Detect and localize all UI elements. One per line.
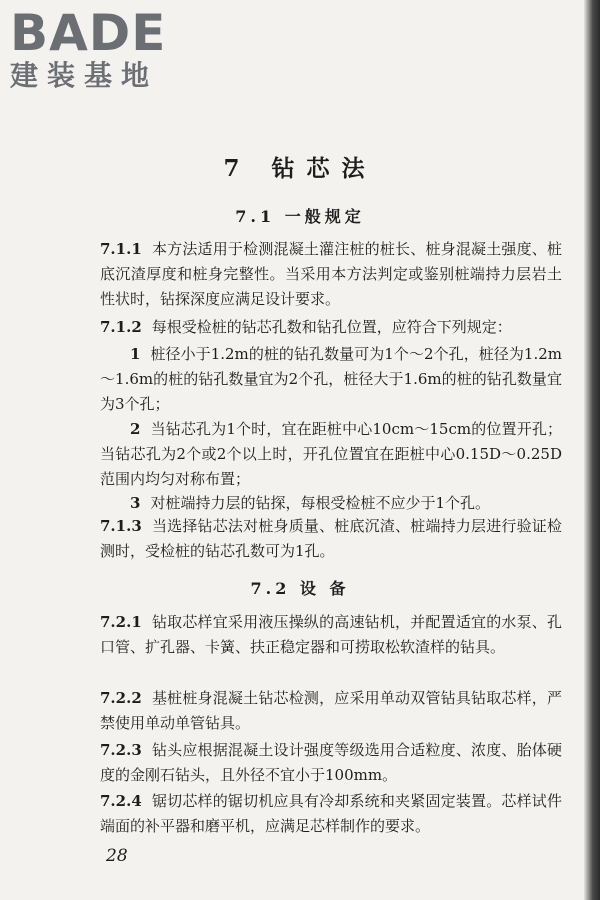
page-number: 28 xyxy=(106,846,128,866)
clause-7-2-3 xyxy=(100,738,562,788)
clause-number: 7.1.2 xyxy=(100,318,142,336)
list-item-number: 1 xyxy=(130,345,141,363)
logo-subtitle: 建装基地 xyxy=(10,59,159,92)
clause-7-2-4 xyxy=(100,789,562,839)
clause-text: 本方法适用于检测混凝土灌注桩的桩长、桩身混凝土强度、桩底沉渣厚度和桩身完整性。当采用本方法判定或鉴别桩端持力层岩土性状时，钻探深度应满足设计要求。 xyxy=(100,240,562,308)
section-title-7-1: 7.1 一般规定 xyxy=(235,207,365,226)
clause-number: 7.2.3 xyxy=(100,741,142,759)
clause-text: 钻取芯样宜采用液压操纵的高速钻机，并配置适宜的水泵、孔口管、扩孔器、卡簧、扶正稳定器和可捞取松软渣样的钻具。 xyxy=(100,613,562,656)
list-item-text: 对桩端持力层的钻探，每根受检桩不应少于1个孔。 xyxy=(150,494,490,512)
clause-text: 锯切芯样的锯切机应具有冷却系统和夹紧固定装置。芯样试件端面的补平器和磨平机，应满足芯样制作的要求。 xyxy=(100,792,562,835)
clause-text: 每根受检桩的钻芯孔数和钻孔位置，应符合下列规定： xyxy=(151,318,512,336)
list-item-2 xyxy=(100,417,562,492)
clause-text: 基桩桩身混凝土钻芯检测，应采用单动双管钻具钻取芯样，严禁使用单动单管钻具。 xyxy=(100,689,562,732)
clause-7-1-3 xyxy=(100,514,562,564)
clause-number: 7.2.2 xyxy=(100,689,142,707)
clause-number: 7.1.1 xyxy=(100,240,142,258)
list-item-1 xyxy=(100,342,562,417)
page-binding-edge xyxy=(584,0,600,900)
clause-text: 钻头应根据混凝土设计强度等级选用合适粒度、浓度、胎体硬度的金刚石钻头，且外径不宜小于100mm。 xyxy=(100,741,562,784)
chapter-title: 7 钻芯法 xyxy=(223,155,377,182)
list-item-text: 桩径小于1.2m的桩的钻孔数量可为1个～2个孔，桩径为1.2m～1.6m的桩的钻孔数量宜为2个孔，桩径大于1.6m的桩的钻孔数量宜为3个孔； xyxy=(100,345,562,413)
clause-7-2-2 xyxy=(100,686,562,736)
clause-number: 7.2.4 xyxy=(100,792,142,810)
bade-logo xyxy=(10,6,175,92)
logo-mark: BADE xyxy=(10,4,167,62)
section-title-7-2: 7.2 设 备 xyxy=(250,579,350,598)
clause-number: 7.2.1 xyxy=(100,613,142,631)
clause-7-1-1 xyxy=(100,237,562,312)
list-item-number: 2 xyxy=(130,420,141,438)
clause-7-1-2 xyxy=(100,315,562,340)
list-item-text: 当钻芯孔为1个时，宜在距桩中心10cm～15cm的位置开孔；当钻芯孔为2个或2个以上时，开孔位置宜在距桩中心0.15D～0.25D范围内均匀对称布置； xyxy=(100,420,562,488)
clause-7-2-1 xyxy=(100,610,562,660)
clause-text: 当选择钻芯法对桩身质量、桩底沉渣、桩端持力层进行验证检测时，受检桩的钻芯孔数可为1孔。 xyxy=(100,517,562,560)
list-item-3 xyxy=(100,491,562,516)
list-item-number: 3 xyxy=(130,494,141,512)
clause-number: 7.1.3 xyxy=(100,517,142,535)
